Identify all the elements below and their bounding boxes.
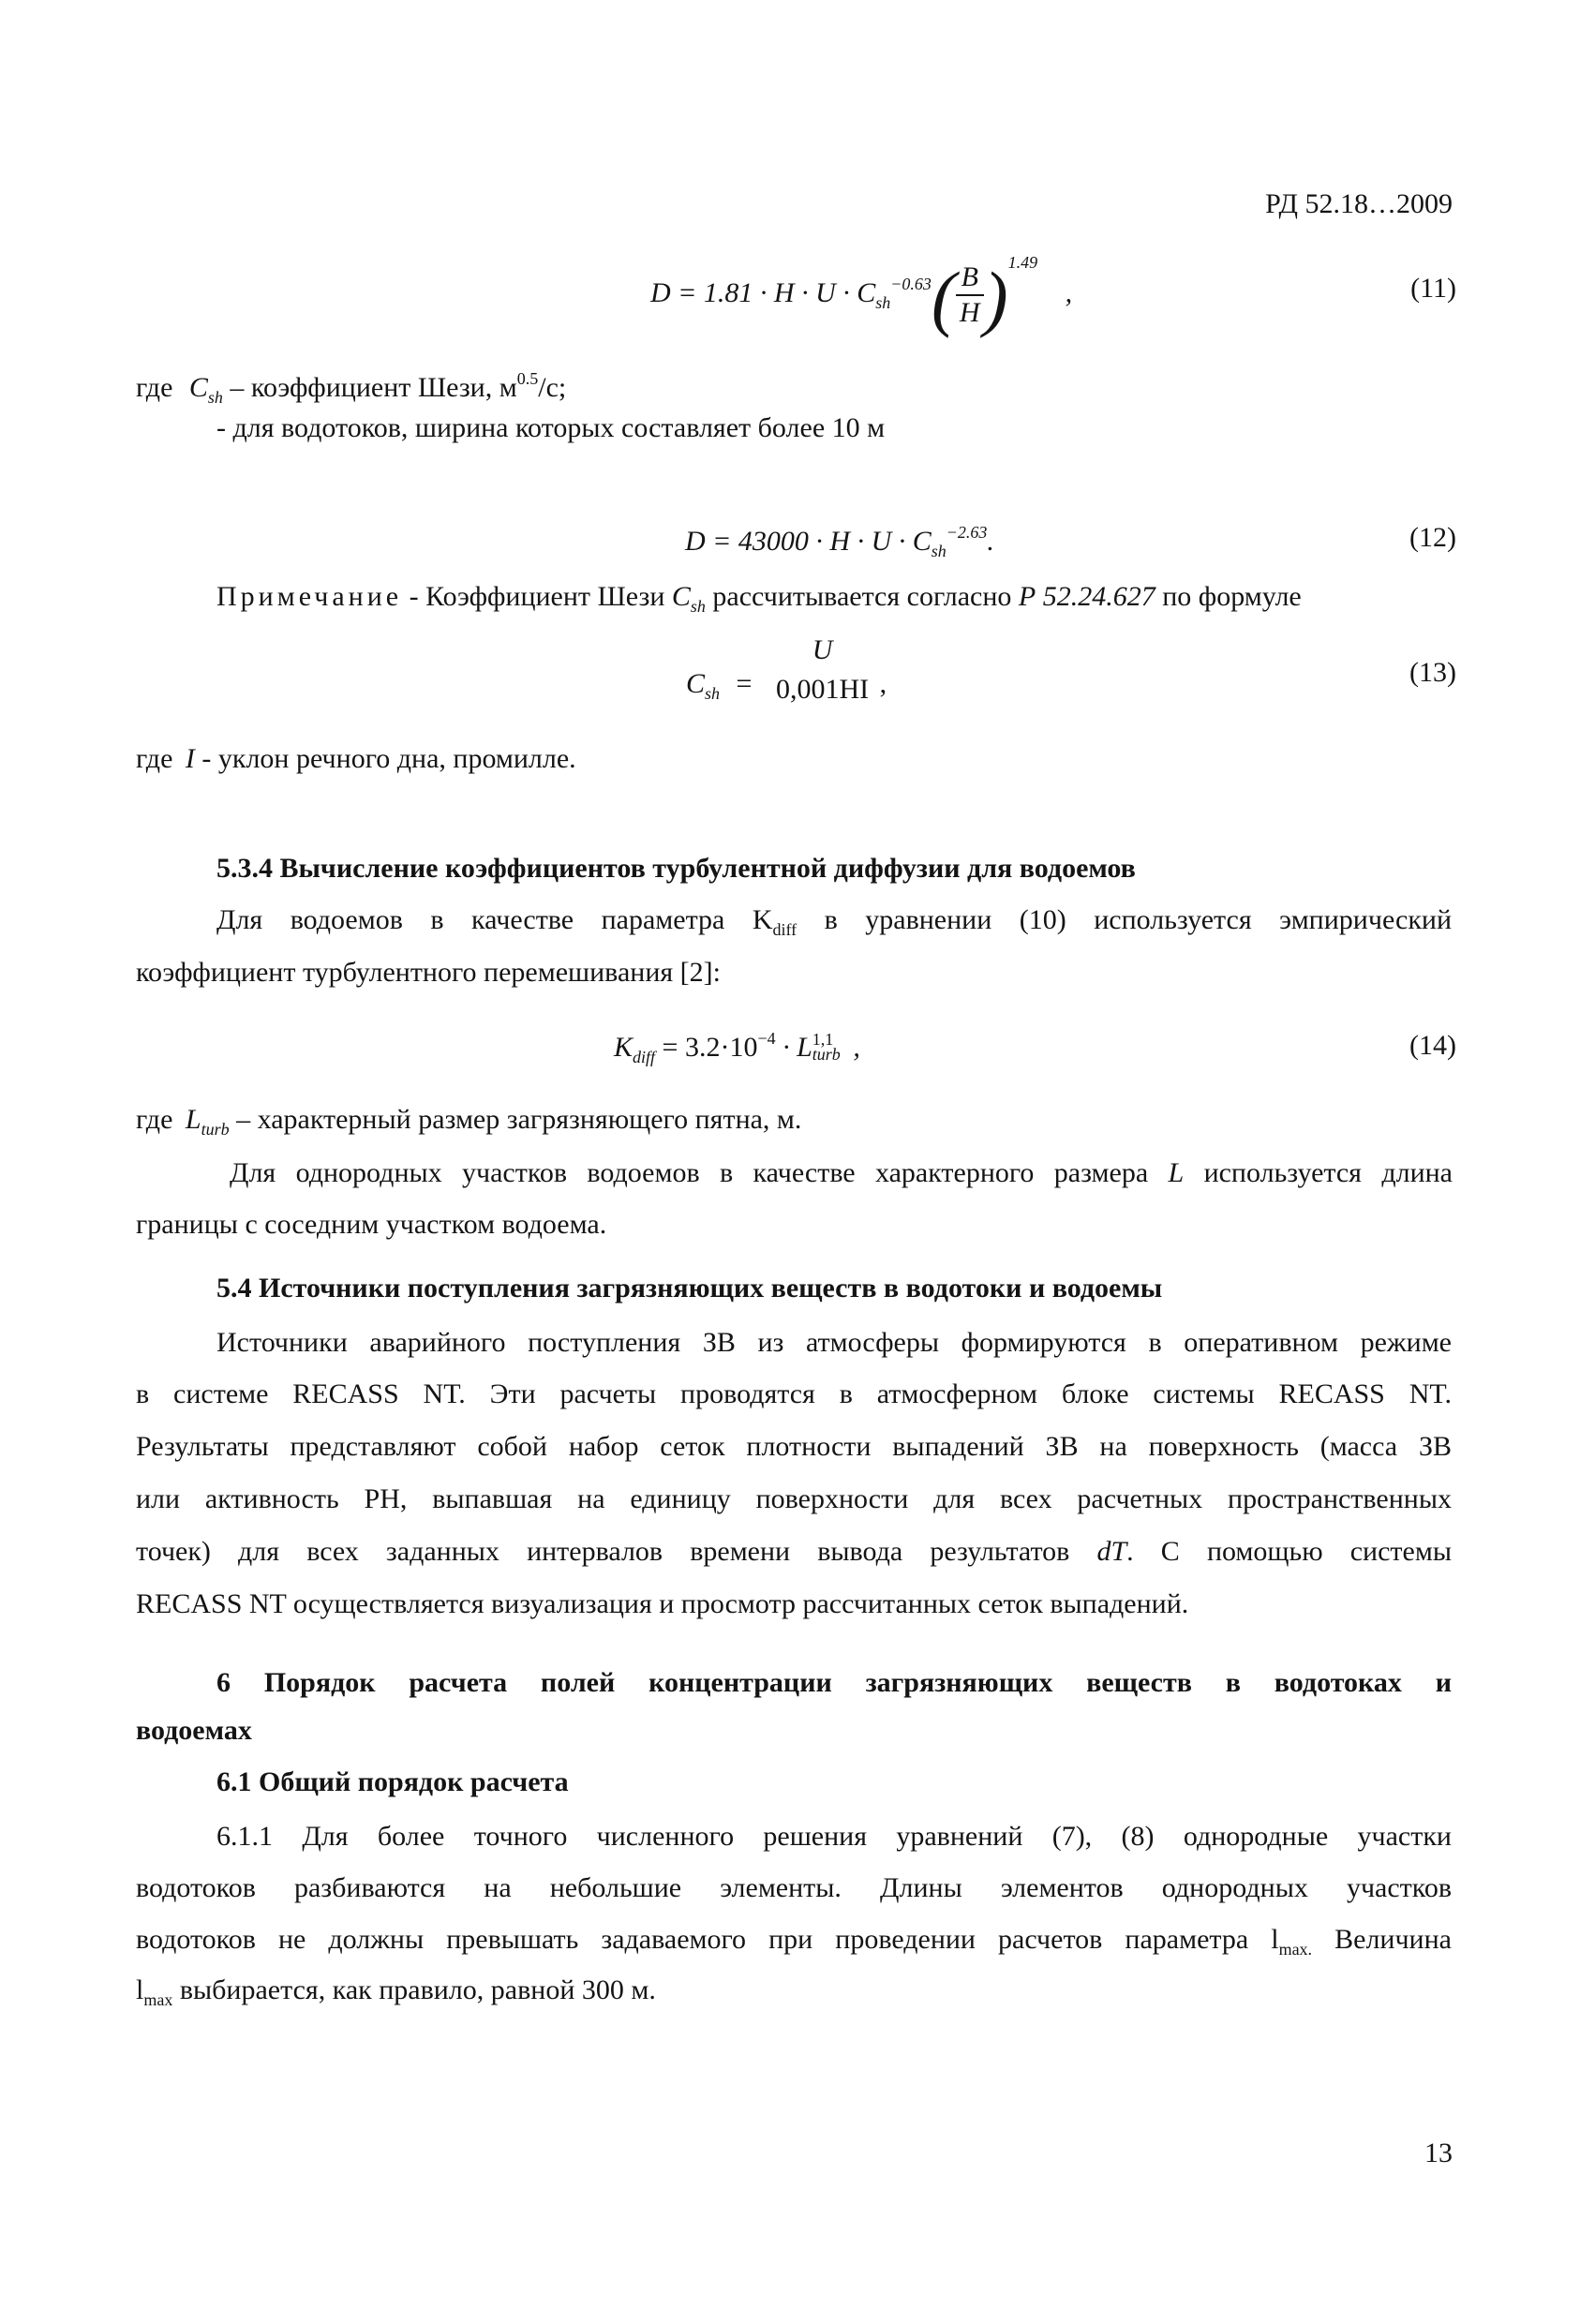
- eq11-coef: = 1.81 · H · U · C: [678, 277, 876, 308]
- equation-number-11: (11): [1410, 273, 1456, 304]
- note-text-c: по формуле: [1155, 581, 1302, 612]
- eq11-lhs: D: [650, 277, 671, 308]
- list-item-width: - для водотоков, ширина которых составляет более 10 м: [216, 412, 886, 443]
- note-sub: sh: [690, 597, 706, 616]
- eq12-sub: sh: [931, 542, 947, 560]
- p54-line4: или активность РН, выпавшая на единицу поверхности для всех расчетных пространственных: [136, 1483, 1452, 1514]
- document-code: РД 52.18…2009: [1265, 188, 1453, 219]
- eq14-lhs: K: [614, 1032, 634, 1063]
- p54-l5sym: dT: [1096, 1536, 1127, 1567]
- p54-line5: [136, 1533, 1452, 1571]
- p54-line2: в системе RECASS NT. Эти расчеты проводятся в атмосферном блоке системы RECASS NT.: [136, 1378, 1452, 1409]
- p611-line1: 6.1.1 Для более точного численного решения уравнений (7), (8) однородные участки: [216, 1821, 1452, 1852]
- eq13-den: 0,001HI: [775, 674, 870, 705]
- equation-12: [685, 515, 994, 568]
- equation-13: [686, 633, 887, 710]
- p534-l1a: Для водоемов в качестве параметра K: [216, 904, 773, 935]
- where-csh: [136, 360, 566, 416]
- where-lturb: [136, 1101, 801, 1148]
- note-text-a: - Коэффициент Шези: [402, 581, 672, 612]
- csh-symbol: C: [188, 372, 208, 403]
- p611-line4: [136, 1972, 656, 2019]
- section-6-1-heading: 6.1 Общий порядок расчета: [216, 1766, 569, 1797]
- p54-l5b: . С помощью системы: [1126, 1536, 1452, 1567]
- note: [216, 578, 1302, 625]
- eq11-rparen: ): [983, 257, 1008, 338]
- p611-l3a: водотоков не должны превышать задаваемого при проведении расчетов параметра l: [136, 1924, 1279, 1955]
- p611-l4a: l: [136, 1974, 144, 2005]
- eq12-tail: .: [987, 526, 994, 557]
- csh-unit-exp: 0.5: [516, 369, 539, 388]
- eq12-exp: −2.63: [946, 523, 988, 542]
- eq14-dot: · L: [775, 1032, 812, 1063]
- p54-line1: Источники аварийного поступления ЗВ из атмосферы формируются в оперативном режиме: [216, 1327, 1452, 1358]
- pl-l1a: Для однородных участков водоемов в качестве характерного размера: [230, 1157, 1169, 1188]
- note-label: Примечание: [216, 581, 403, 612]
- p534-l1sub: diff: [772, 920, 798, 939]
- csh-unit-tail: /с;: [538, 372, 567, 403]
- equation-14: [614, 1021, 860, 1074]
- p611-l3sub: max.: [1278, 1940, 1313, 1959]
- p534-l1b: в уравнении (10) используется эмпирический: [797, 904, 1452, 935]
- p611-l3b: Величина: [1312, 1924, 1452, 1955]
- equation-number-12: (12): [1409, 522, 1456, 553]
- i-desc: - уклон речного дна, промилле.: [194, 743, 576, 774]
- eq14-mid: = 3.2·10: [655, 1032, 758, 1063]
- where-i-prefix: где: [136, 743, 173, 774]
- section-5-4-heading: 5.4 Источники поступления загрязняющих веществ в водотоки и водоемы: [216, 1273, 1163, 1304]
- eq11-exp: −0.63: [890, 275, 932, 293]
- note-sym: C: [671, 581, 691, 612]
- p611-line2: водотоков разбиваются на небольшие элементы. Длины элементов однородных участков: [136, 1872, 1452, 1903]
- eq11-tail: ,: [1065, 277, 1073, 308]
- l-sub: turb: [201, 1120, 230, 1139]
- eq11-frac-num: B: [956, 261, 984, 296]
- eq12-expr: D = 43000 · H · U · C: [685, 526, 932, 557]
- eq14-tail: ,: [853, 1032, 860, 1063]
- p611-l4b: выбирается, как правило, равной 300 м.: [172, 1974, 656, 2005]
- csh-sub: sh: [207, 388, 223, 407]
- where-i: [136, 740, 576, 778]
- eq11-frac-den: H: [959, 297, 980, 329]
- l-desc: – характерный размер загрязняющего пятна, м.: [229, 1104, 802, 1135]
- eq14-exp: −4: [757, 1029, 776, 1048]
- pl-sym: L: [1168, 1157, 1185, 1188]
- page-number: 13: [1424, 2138, 1453, 2168]
- section-5-3-4-heading: 5.3.4 Вычисление коэффициентов турбулентной диффузии для водоемов: [216, 853, 1136, 884]
- eq14-l-sup: 1,1: [812, 1030, 834, 1049]
- eq11-outer-exp: 1.49: [1007, 253, 1038, 272]
- eq13-num: U: [812, 634, 833, 665]
- equation-11: [650, 246, 1073, 338]
- eq11-fraction: [956, 261, 984, 330]
- eq14-l-sub: turb: [812, 1045, 841, 1064]
- eq14-sub: diff: [633, 1048, 656, 1066]
- eq13-sub: sh: [705, 684, 721, 703]
- p54-line6: RECASS NT осуществляется визуализация и просмотр рассчитанных сеток выпадений.: [136, 1588, 1189, 1619]
- eq13-lhs: C: [686, 668, 706, 699]
- l-symbol: L: [185, 1104, 201, 1135]
- where-prefix: где: [136, 372, 173, 403]
- section-6-heading-line2: водоемах: [136, 1715, 252, 1746]
- p611-l4sub: max: [143, 1990, 173, 2009]
- p54-l5a: точек) для всех заданных интервалов времени вывода результатов: [136, 1536, 1097, 1567]
- where-l-prefix: где: [136, 1104, 173, 1135]
- eq13-tail: ,: [879, 668, 887, 699]
- section-6-heading-line1: 6 Порядок расчета полей концентрации загрязняющих веществ в водотоках и: [216, 1667, 1452, 1698]
- note-ref: Р 52.24.627: [1018, 581, 1155, 612]
- p-l-line2: границы с соседним участком водоема.: [136, 1209, 607, 1240]
- pl-l1b: используется длина: [1184, 1157, 1453, 1188]
- p54-line3: Результаты представляют собой набор сеток плотности выпадений ЗВ на поверхность (масса ЗВ: [136, 1431, 1452, 1462]
- csh-desc: – коэффициент Шези, м: [222, 372, 517, 403]
- p534-line2: коэффициент турбулентного перемешивания [2]:: [136, 957, 721, 988]
- equation-number-13: (13): [1409, 657, 1456, 688]
- note-text-b: рассчитывается согласно: [705, 581, 1019, 612]
- p534-line1: [216, 901, 1452, 948]
- p611-line3: [136, 1921, 1452, 1968]
- eq13-fraction: [772, 633, 872, 707]
- eq11-lparen: (: [931, 257, 956, 338]
- eq11-sub: sh: [875, 293, 891, 312]
- i-symbol: I: [185, 743, 195, 774]
- p-l-line1: [230, 1155, 1453, 1192]
- eq13-eq: =: [736, 668, 753, 699]
- equation-number-14: (14): [1409, 1030, 1456, 1061]
